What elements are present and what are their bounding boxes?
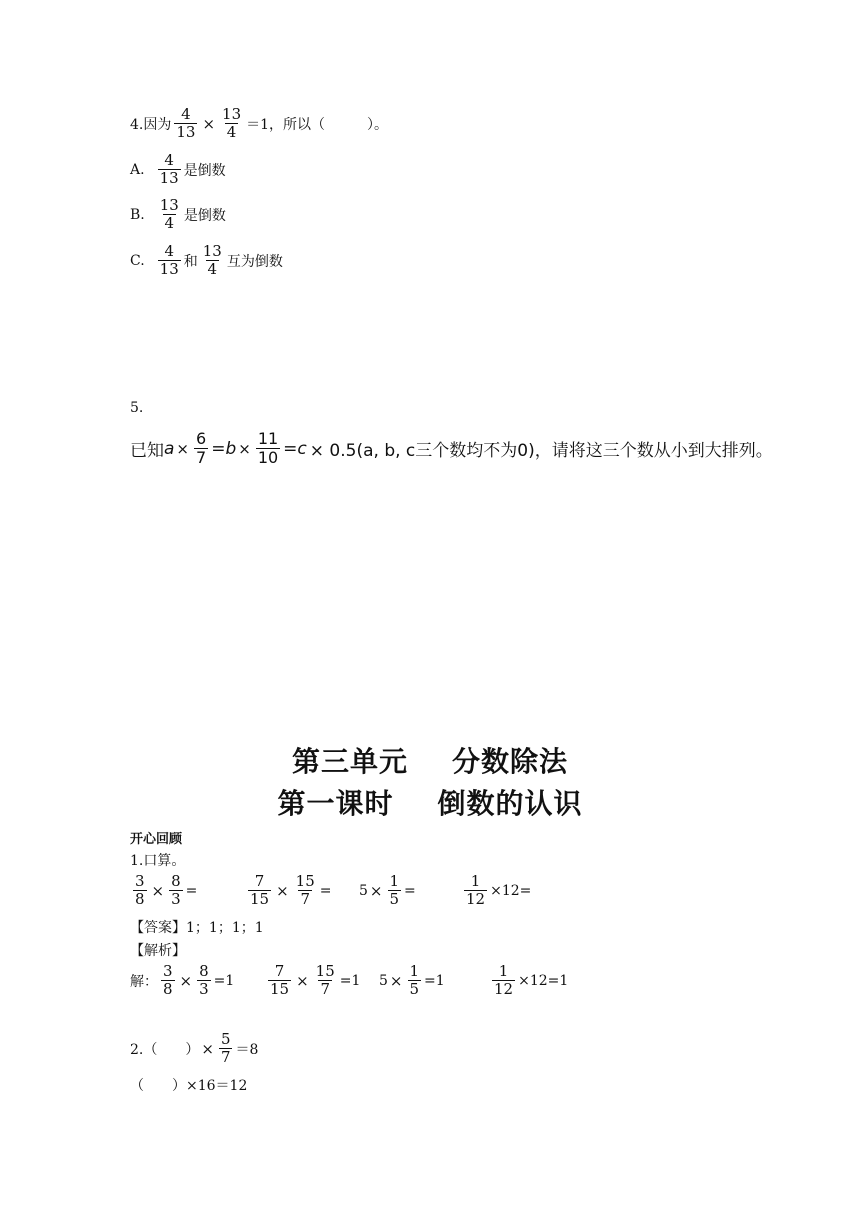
fraction-4-13: $\frac{4}{13}$ bbox=[176, 105, 196, 142]
fraction-13-4: $\frac{13}{4}$ bbox=[202, 242, 222, 279]
times-sign: × bbox=[176, 439, 189, 458]
q4-prefix: 4.因为 bbox=[130, 116, 172, 133]
fraction-4-13: $\frac{4}{13}$ bbox=[159, 151, 179, 188]
var-a: a bbox=[164, 438, 175, 459]
q1-solution-2: $\frac{7}{15}$ × $\frac{15}{7}$ =1 bbox=[270, 962, 361, 999]
solve-label: 解： bbox=[130, 973, 158, 990]
equals-sign: = bbox=[211, 438, 226, 459]
unit-title: 第三单元 分数除法 bbox=[291, 745, 569, 778]
q2-line-2: （ ）×16＝12 bbox=[130, 1078, 248, 1094]
option-c-mid: 和 bbox=[183, 253, 198, 270]
q2-line-1: 2.（ ） × $\frac{5}{7}$ ＝8 bbox=[130, 1030, 259, 1067]
fraction-13-4: $\frac{13}{4}$ bbox=[159, 196, 179, 233]
fraction-5-7: $\frac{5}{7}$ bbox=[220, 1030, 231, 1067]
fraction-11-10: $\frac{11}{10}$ bbox=[257, 429, 279, 468]
fraction-4-13: $\frac{4}{13}$ bbox=[159, 242, 179, 279]
times-sign: × bbox=[202, 114, 216, 133]
equals-sign: = bbox=[283, 438, 298, 459]
fraction-6-7: $\frac{6}{7}$ bbox=[196, 429, 207, 468]
var-c: c bbox=[297, 438, 307, 459]
q4-line bbox=[130, 106, 388, 142]
q1-problem-3: 5 × $\frac{1}{5}$ = bbox=[359, 872, 416, 909]
q5-prefix: 已知 bbox=[130, 441, 164, 462]
option-a-text: 是倒数 bbox=[183, 162, 226, 179]
option-a-label: A. bbox=[130, 161, 145, 178]
q4-suffix: ，所以（ ）。 bbox=[269, 116, 389, 133]
times-sign: × bbox=[238, 439, 251, 458]
fraction-13-4: $\frac{13}{4}$ bbox=[222, 105, 242, 142]
option-b-label: B. bbox=[130, 206, 145, 223]
option-c-label: C. bbox=[130, 252, 145, 269]
q4-option-b bbox=[130, 197, 226, 233]
q1-problem-4: $\frac{1}{12}$ ×12= bbox=[466, 872, 532, 909]
q1-problem-2: $\frac{7}{15}$ × $\frac{15}{7}$ = bbox=[250, 872, 332, 909]
q4-option-c bbox=[130, 243, 283, 279]
q1-analysis: 【解析】 bbox=[130, 943, 186, 959]
q5-number: 5. bbox=[130, 400, 144, 416]
q5-suffix: × 0.5(a, b, c三个数均不为0)，请将这三个数从小到大排列。 bbox=[309, 441, 773, 462]
q4-option-a bbox=[130, 152, 226, 188]
q1-problems bbox=[130, 873, 531, 909]
q1-solution bbox=[130, 963, 568, 999]
q5-line bbox=[130, 430, 773, 468]
q1-solution-3: 5 × $\frac{1}{5}$ =1 bbox=[379, 962, 445, 999]
q1-label: 1.口算。 bbox=[130, 853, 186, 869]
q4-equals: ＝1 bbox=[246, 116, 270, 133]
option-b-text: 是倒数 bbox=[183, 207, 226, 224]
q1-problem-1: $\frac{3}{8}$ × $\frac{8}{3}$ = bbox=[135, 872, 198, 909]
var-b: b bbox=[225, 438, 237, 459]
section-heading: 开心回顾 bbox=[130, 832, 183, 847]
q1-solution-4: $\frac{1}{12}$ ×12=1 bbox=[494, 962, 569, 999]
option-c-text: 互为倒数 bbox=[226, 253, 283, 270]
lesson-title: 第一课时 倒数的认识 bbox=[277, 787, 583, 820]
q1-answer: 【答案】1；1；1；1 bbox=[130, 920, 264, 936]
q1-solution-1: $\frac{3}{8}$ × $\frac{8}{3}$ =1 bbox=[163, 962, 235, 999]
